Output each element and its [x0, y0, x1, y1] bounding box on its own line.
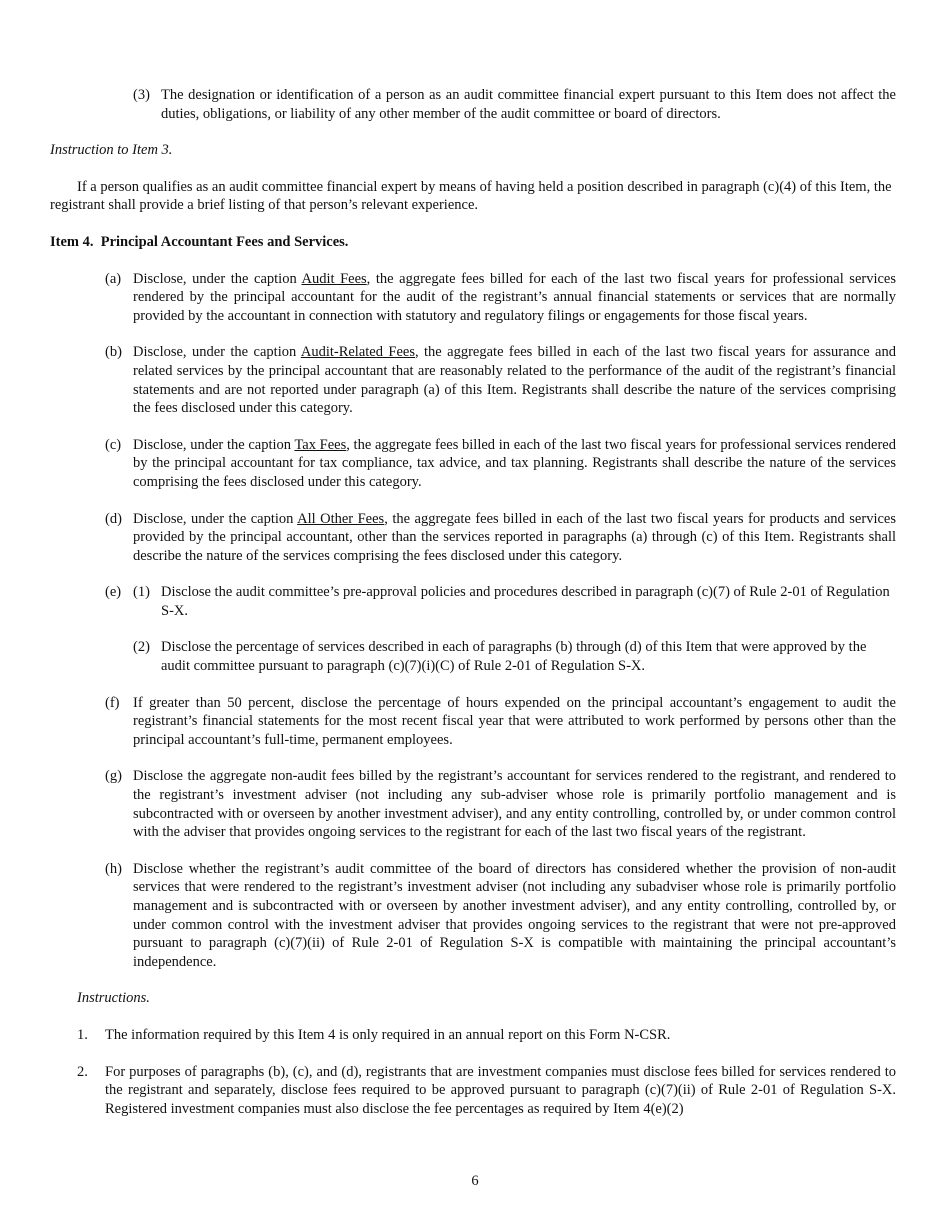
instruction-item-2-label: 2. [77, 1063, 88, 1080]
item4-paragraph-e1-label: (1) [133, 584, 150, 601]
document-page [50, 86, 896, 1118]
item4-paragraph-e2-label: (2) [133, 639, 150, 656]
item3-paragraph-3-label: (3) [133, 87, 150, 103]
item4-paragraph-c [105, 436, 896, 492]
item4-paragraph-e-label: (e) [105, 584, 122, 601]
item4-paragraph-e1 [133, 583, 896, 620]
item4-paragraph-f-label: (f) [105, 694, 120, 711]
item4-paragraph-a-label: (a) [105, 270, 122, 287]
item4-paragraph-d-text [133, 510, 896, 566]
item4-paragraph-g [105, 767, 896, 841]
instruction-item-1-label: 1. [77, 1026, 88, 1043]
item4-paragraph-e [105, 583, 896, 675]
item4-paragraph-f [105, 694, 896, 750]
instruction-item-2-text: For purposes of paragraphs (b), (c), and (d), registrants that are investment companies must disclose fees billed for services rendered to the registrant and separately, disclose fees required to be approved pursuant to paragraph (c)(7)(ii) of Rule 2-01 of Regulation S-X. Registered investment companies must also disclose the fee percentages as required by Item 4(e)(2) [105, 1063, 896, 1117]
item4-a-pre: Disclose, under the caption [133, 270, 302, 287]
item4-paragraph-c-label: (c) [105, 436, 122, 453]
item4-a-post: , the aggregate fees billed for each of the last two fiscal years for professional services rendered by the principal accountant for the audit of the registrant’s annual financial statements or services that are normally provided by the accountant in connection with statutory and regulatory filings or engagements for those fiscal years. [133, 270, 897, 324]
item4-paragraph-b-label: (b) [105, 344, 122, 361]
item4-paragraph-h-label: (h) [105, 860, 122, 877]
item4-paragraph-g-label: (g) [105, 768, 122, 785]
item4-c-post: , the aggregate fees billed in each of the last two fiscal years for professional services rendered by the principal accountant for tax compliance, tax advice, and tax planning. Registrants shall describe the nature of the services comprising the fees disclosed under this category. [133, 436, 896, 490]
item4-b-pre: Disclose, under the caption [133, 344, 301, 361]
all-other-fees-caption: All Other Fees [297, 510, 385, 527]
item4-paragraph-e2 [133, 638, 896, 675]
item4-paragraph-g-text: Disclose the aggregate non-audit fees billed by the registrant’s accountant for services rendered to the registrant, and rendered to the registrant’s investment adviser (not including any sub-adviser whose role is primarily portfolio management and is subcontracted with or overseen by another investment adviser), and any entity controlling, controlled by, or under common control with the adviser that provides ongoing services to the registrant for each of the last two fiscal years of the registrant. [133, 768, 896, 841]
item4-paragraph-a [105, 270, 896, 326]
item4-d-post: , the aggregate fees billed in each of the last two fiscal years for products and services provided by the principal accountant, other than the services reported in paragraphs (a) through (c) of this Item. Registrants shall describe the nature of the services comprising the fees disclosed under this category. [133, 510, 896, 564]
audit-related-fees-caption: Audit-Related Fees [300, 344, 415, 361]
item4-paragraph-d-label: (d) [105, 510, 122, 527]
instruction-item-1-text: The information required by this Item 4 is only required in an annual report on this Form N-CSR. [105, 1026, 671, 1043]
instructions-heading: Instructions. [77, 990, 150, 1007]
item4-paragraph-f-text: If greater than 50 percent, disclose the percentage of hours expended on the principal accountant’s engagement to audit the registrant’s financial statements for the most recent fiscal year that were attributed to work performed by persons other than the principal accountant’s full-time, permanent employees. [133, 694, 896, 748]
item4-c-pre: Disclose, under the caption [133, 436, 295, 453]
item4-paragraph-e2-text: Disclose the percentage of services described in each of paragraphs (b) through (d) of this Item that were approved by the audit committee pursuant to paragraph (c)(7)(i)(C) of Rule 2-01 of Regulation S-X. [161, 639, 867, 675]
item3-paragraph-3-text: The designation or identification of a person as an audit committee financial expert pursuant to this Item does not affect the duties, obligations, or liability of any other member of the audit committee or board of directors. [161, 87, 896, 122]
item4-paragraph-e-body [133, 583, 896, 675]
instruction-item-2 [77, 1063, 896, 1119]
item4-paragraph-h [105, 860, 896, 972]
instruction-item3-text: If a person qualifies as an audit committee financial expert by means of having held a position described in paragraph (c)(4) of this Item, the registrant shall provide a brief listing of that person’s relevant experience. [50, 178, 892, 214]
item4-paragraph-d [105, 510, 896, 566]
item4-d-pre: Disclose, under the caption [133, 510, 298, 527]
instruction-item-1 [77, 1026, 896, 1045]
item4-b-post: , the aggregate fees billed in each of the last two fiscal years for assurance and related services by the principal accountant that are reasonably related to the performance of the audit of the registrant’s financial statements and are not reported under paragraph (a) of this Item. Registrants shall describe the nature of the services comprising the fees disclosed under this category. [133, 344, 896, 417]
item4-heading: Item 4. Principal Accountant Fees and Services. [50, 233, 349, 250]
item4-paragraph-b-text [133, 343, 896, 417]
item4-paragraph-e1-text: Disclose the audit committee’s pre-approval policies and procedures described in paragraph (c)(7) of Rule 2-01 of Regulation S-X. [161, 584, 890, 619]
page-number: 6 [471, 1173, 479, 1189]
item4-paragraph-c-text [133, 436, 896, 492]
audit-fees-caption: Audit Fees [301, 270, 367, 287]
item3-paragraph-3 [133, 86, 896, 123]
item4-paragraph-h-text: Disclose whether the registrant’s audit committee of the board of directors has considered whether the provision of non-audit services that were rendered to the registrant’s investment adviser (not including any subadviser whose role is primarily portfolio management and is subcontracted with or overseen by another investment adviser), and any entity controlling, controlled by, or under common control with the investment adviser that provides ongoing services to the registrant that were not pre-approved pursuant to paragraph (c)(7)(ii) of Rule 2-01 of Regulation S-X is compatible with maintaining the principal accountant’s independence. [133, 860, 896, 970]
tax-fees-caption: Tax Fees [294, 436, 347, 453]
item4-paragraph-b [105, 343, 896, 417]
item4-paragraph-a-text [133, 270, 896, 326]
instruction-item3-heading: Instruction to Item 3. [50, 142, 173, 159]
